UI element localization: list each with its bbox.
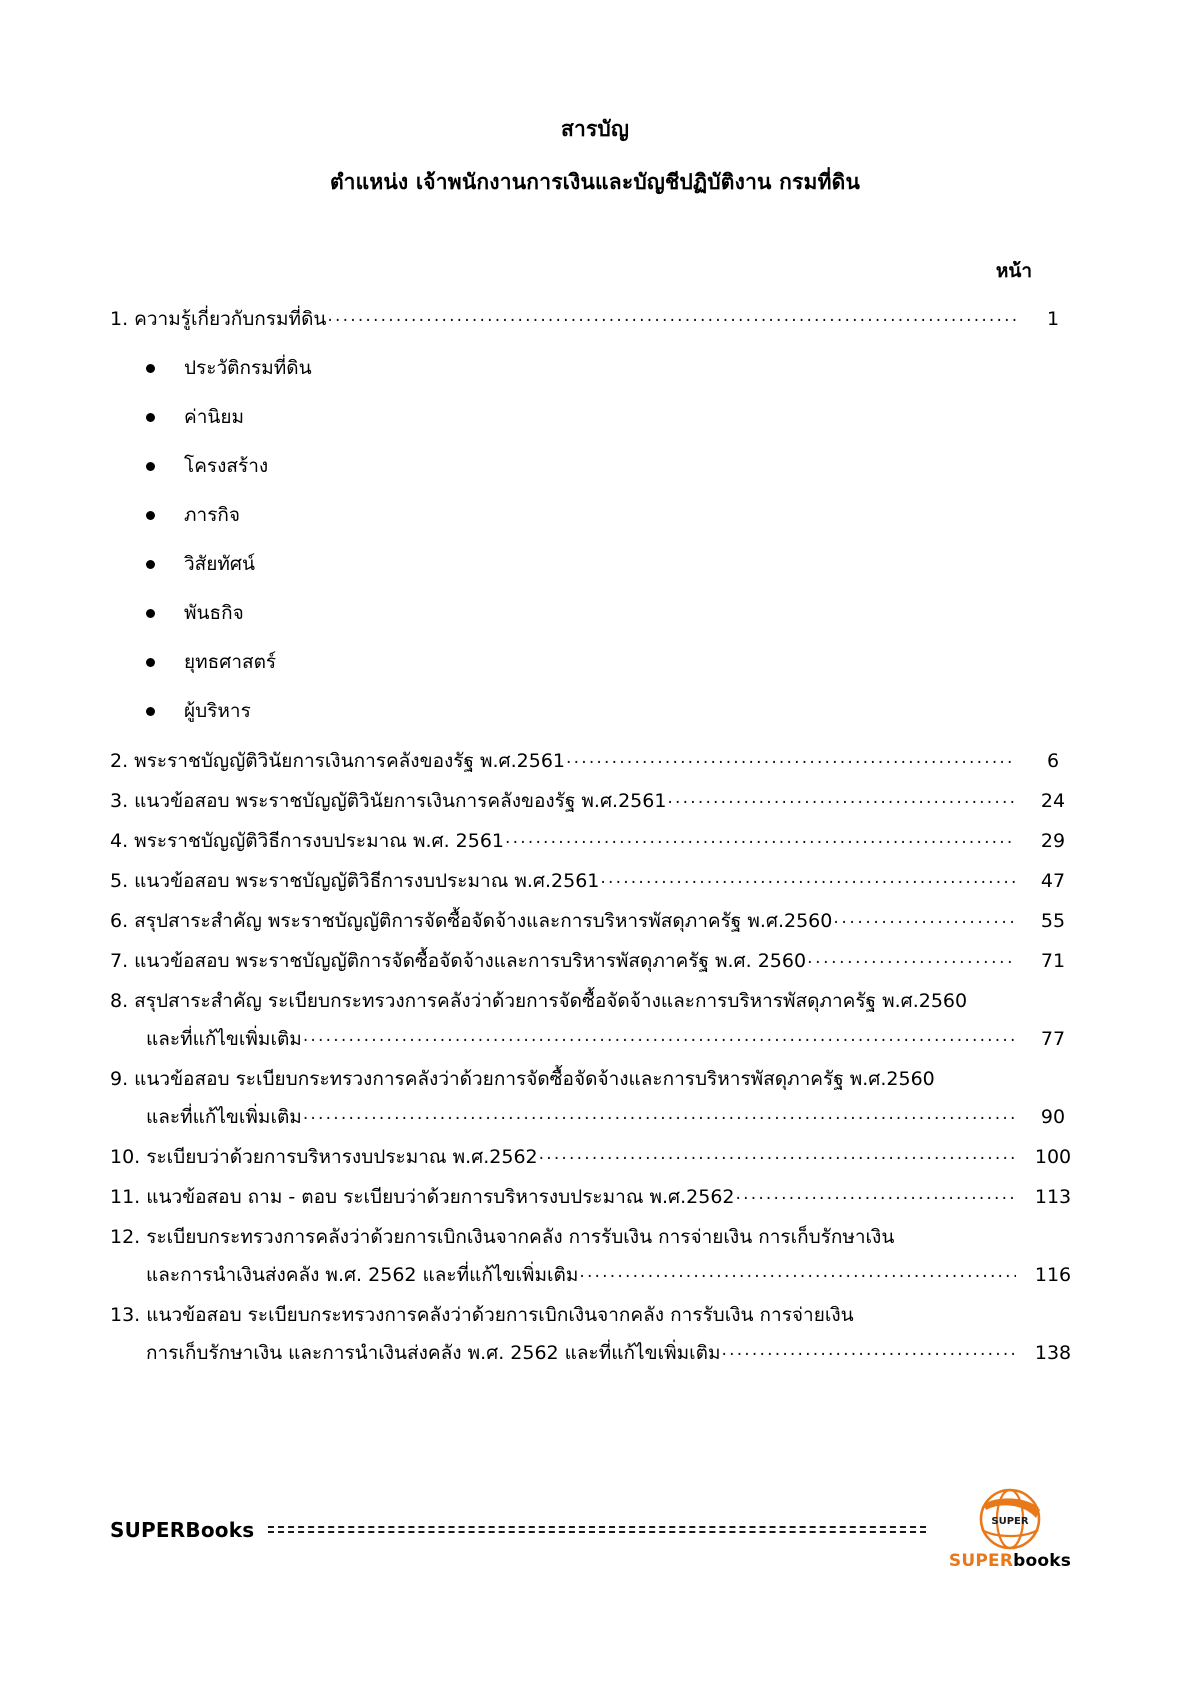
toc-sub-item-label: ภารกิจ — [184, 504, 241, 526]
toc-entry-title: 9. แนวข้อสอบ ระเบียบกระทรวงการคลังว่าด้วยการจัดซื้อจัดจ้างและการบริหารพัสดุภาครัฐ พ.ศ.2560 — [110, 1068, 935, 1090]
toc-sub-item-label: วิสัยทัศน์ — [184, 553, 255, 575]
toc-entry[interactable] — [110, 1060, 1080, 1136]
dot-leader — [833, 915, 1016, 935]
toc-entry[interactable] — [110, 822, 1080, 860]
toc-entry[interactable] — [110, 1296, 1080, 1372]
dot-leader — [736, 1191, 1016, 1211]
toc-line-continuation — [110, 1334, 1080, 1372]
toc-line — [110, 1138, 1080, 1176]
toc-entry[interactable] — [110, 982, 1080, 1058]
footer-divider — [268, 1525, 926, 1535]
list-item — [146, 393, 1080, 442]
toc-entry[interactable] — [110, 942, 1080, 980]
toc-line-continuation — [110, 1256, 1080, 1294]
list-item — [146, 442, 1080, 491]
toc-entry[interactable] — [110, 1178, 1080, 1216]
toc-entry-title-line2: และที่แก้ไขเพิ่มเติม — [146, 1028, 302, 1050]
toc-line — [110, 300, 1080, 338]
toc-entry-title: 11. แนวข้อสอบ ถาม - ตอบ ระเบียบว่าด้วยการบริหารงบประมาณ พ.ศ.2562 — [110, 1186, 735, 1208]
toc-line — [110, 1060, 1080, 1098]
list-item — [146, 589, 1080, 638]
toc-page-number: 100 — [1034, 1146, 1072, 1168]
toc-sub-item-label: ค่านิยม — [184, 406, 245, 428]
toc-page-number: 113 — [1034, 1186, 1072, 1208]
bullet-icon — [146, 609, 155, 618]
toc-entry-title: 2. พระราชบัญญัติวินัยการเงินการคลังของรัฐ พ.ศ.2561 — [110, 750, 566, 772]
toc-page-number: 29 — [1040, 830, 1066, 852]
dot-leader — [539, 1151, 1016, 1171]
toc-entry-title: 10. ระเบียบว่าด้วยการบริหารงบประมาณ พ.ศ.2562 — [110, 1146, 538, 1168]
toc-line — [110, 862, 1080, 900]
toc-entry-title-line2: และที่แก้ไขเพิ่มเติม — [146, 1106, 302, 1128]
dot-leader — [579, 1269, 1016, 1289]
toc-sub-item-label: โครงสร้าง — [184, 455, 269, 477]
dot-leader — [303, 1111, 1016, 1131]
toc-entry-title-line2: และการนำเงินส่งคลัง พ.ศ. 2562 และที่แก้ไขเพิ่มเติม — [146, 1264, 579, 1286]
list-item — [146, 638, 1080, 687]
bullet-icon — [146, 560, 155, 569]
toc-page-number: 47 — [1040, 870, 1066, 892]
toc-sub-item-label: พันธกิจ — [184, 602, 244, 624]
toc-entry-title: 1. ความรู้เกี่ยวกับกรมที่ดิน — [110, 308, 327, 330]
superbooks-logo-text — [949, 1551, 1071, 1571]
superbooks-logo-icon — [974, 1488, 1046, 1550]
bullet-icon — [146, 511, 155, 520]
dot-leader — [505, 835, 1016, 855]
toc-entry[interactable] — [110, 902, 1080, 940]
toc-line-continuation — [110, 1020, 1080, 1058]
superbooks-logo — [940, 1488, 1080, 1571]
svg-text:SUPER: SUPER — [991, 1516, 1029, 1527]
toc-line — [110, 1178, 1080, 1216]
toc-line — [110, 1218, 1080, 1256]
bullet-icon — [146, 413, 155, 422]
toc-entry-title: 3. แนวข้อสอบ พระราชบัญญัติวินัยการเงินการคลังของรัฐ พ.ศ.2561 — [110, 790, 667, 812]
toc-entry[interactable] — [110, 862, 1080, 900]
logo-text-super: SUPER — [948, 1551, 1014, 1571]
dot-leader — [566, 755, 1016, 775]
bullet-icon — [146, 364, 155, 373]
toc-page-number: 71 — [1040, 950, 1066, 972]
toc-entry-title: 6. สรุปสาระสำคัญ พระราชบัญญัติการจัดซื้อจัดจ้างและการบริหารพัสดุภาครัฐ พ.ศ.2560 — [110, 910, 833, 932]
toc-entry[interactable] — [110, 1138, 1080, 1176]
dot-leader — [303, 1033, 1016, 1053]
document-header — [0, 0, 1190, 200]
toc-entry[interactable] — [110, 300, 1080, 736]
page-title: สารบัญ — [560, 117, 630, 141]
toc-line — [110, 1296, 1080, 1334]
footer-brand-books: Books — [185, 1517, 255, 1542]
dot-leader — [807, 955, 1016, 975]
toc-line — [110, 902, 1080, 940]
toc-page-number: 55 — [1040, 910, 1066, 932]
toc-line — [110, 942, 1080, 980]
dot-leader — [600, 875, 1016, 895]
toc-page-number: 116 — [1034, 1264, 1072, 1286]
list-item — [146, 687, 1080, 736]
table-of-contents — [0, 300, 1190, 1372]
toc-entry-title: 13. แนวข้อสอบ ระเบียบกระทรวงการคลังว่าด้วยการเบิกเงินจากคลัง การรับเงิน การจ่ายเงิน — [110, 1304, 854, 1326]
footer-brand-super: SUPER — [110, 1517, 186, 1542]
page-column-header: หน้า — [995, 260, 1032, 282]
bullet-icon — [146, 462, 155, 471]
toc-sub-item-label: ประวัติกรมที่ดิน — [184, 357, 312, 379]
toc-entry-title-line2: การเก็บรักษาเงิน และการนำเงินส่งคลัง พ.ศ. 2562 และที่แก้ไขเพิ่มเติม — [146, 1342, 721, 1364]
page-subtitle: ตำแหน่ง เจ้าพนักงานการเงินและบัญชีปฏิบัติงาน กรมที่ดิน — [329, 170, 861, 194]
toc-entry[interactable] — [110, 742, 1080, 780]
toc-sub-item-list — [110, 344, 1080, 736]
dot-leader — [721, 1347, 1016, 1367]
toc-line-continuation — [110, 1098, 1080, 1136]
toc-line — [110, 822, 1080, 860]
dot-leader — [327, 313, 1016, 333]
page-footer — [0, 1488, 1190, 1571]
toc-page-number: 90 — [1040, 1106, 1066, 1128]
toc-entry[interactable] — [110, 1218, 1080, 1294]
toc-line — [110, 982, 1080, 1020]
toc-page-number: 138 — [1034, 1342, 1072, 1364]
toc-sub-item-label: ยุทธศาสตร์ — [184, 651, 277, 673]
list-item — [146, 344, 1080, 393]
dot-leader — [667, 795, 1016, 815]
toc-entry-title: 4. พระราชบัญญัติวิธีการงบประมาณ พ.ศ. 2561 — [110, 830, 505, 852]
toc-entry-title: 12. ระเบียบกระทรวงการคลังว่าด้วยการเบิกเงินจากคลัง การรับเงิน การจ่ายเงิน การเก็บรักษาเงิน — [110, 1226, 895, 1248]
toc-entry-title: 5. แนวข้อสอบ พระราชบัญญัติวิธีการงบประมาณ พ.ศ.2561 — [110, 870, 600, 892]
toc-line — [110, 742, 1080, 780]
footer-brand — [110, 1518, 254, 1542]
toc-page-number: 77 — [1040, 1028, 1066, 1050]
toc-line — [110, 782, 1080, 820]
list-item — [146, 540, 1080, 589]
toc-page-number: 1 — [1046, 308, 1060, 330]
bullet-icon — [146, 658, 155, 667]
logo-text-books: books — [1013, 1551, 1072, 1571]
toc-page-number: 6 — [1046, 750, 1060, 772]
toc-entry[interactable] — [110, 782, 1080, 820]
toc-entry-title: 8. สรุปสาระสำคัญ ระเบียบกระทรวงการคลังว่าด้วยการจัดซื้อจัดจ้างและการบริหารพัสดุภาครัฐ พ.ศ.2560 — [110, 990, 968, 1012]
toc-entry-title: 7. แนวข้อสอบ พระราชบัญญัติการจัดซื้อจัดจ้างและการบริหารพัสดุภาครัฐ พ.ศ. 2560 — [110, 950, 807, 972]
toc-page-number: 24 — [1040, 790, 1066, 812]
bullet-icon — [146, 707, 155, 716]
toc-sub-item-label: ผู้บริหาร — [184, 700, 251, 722]
list-item — [146, 491, 1080, 540]
